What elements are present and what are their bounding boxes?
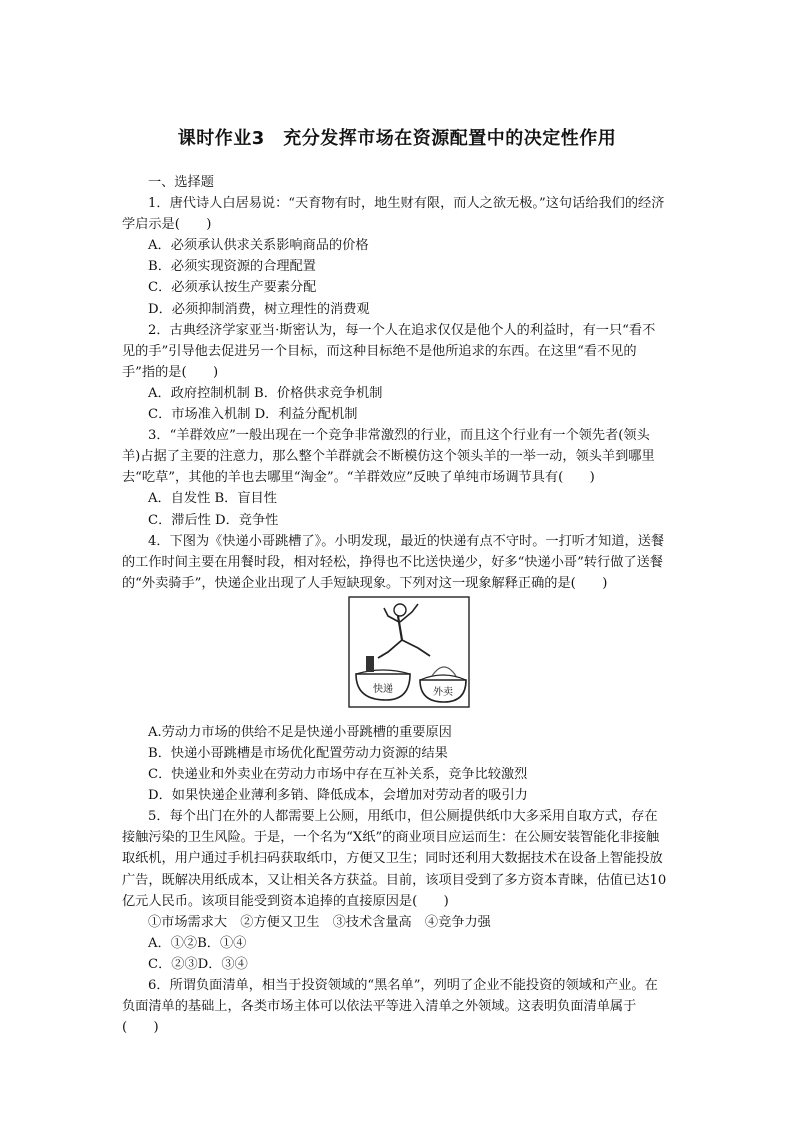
question-1-option-b: B．必须实现资源的合理配置 <box>148 259 316 275</box>
question-5-options-ab: A．①②B．①④ <box>148 935 247 951</box>
courier-head-shape <box>394 604 406 616</box>
question-1-option-a: A．必须承认供求关系影响商品的价格 <box>148 238 369 254</box>
question-content <box>122 172 668 1038</box>
courier-cartoon-illustration <box>348 596 470 708</box>
page-title: 课时作业3 充分发挥市场在资源配置中的决定性作用 <box>177 128 617 149</box>
question-3-stem: 3．“羊群效应”一般出现在一个竞争非常激烈的行业，而且这个行业有一个领先者(领头羊)占据了主要的注意力，那么整个羊群就会不断模仿这个领头羊的一举一动，领头羊到哪里去“吃草”，其他的羊也去哪里“淘金”。“羊群效应”反映了单纯市场调节具有( ) <box>122 428 655 486</box>
question-6-stem: 6．所谓负面清单，相当于投资领域的“黑名单”，列明了企业不能投资的领域和产业。在负面清单的基础上，各类市场主体可以依法平等进入清单之外领域。这表明负面清单属于( ) <box>122 978 658 1036</box>
parcel-icon <box>366 656 374 672</box>
question-1-option-d: D．必须抑制消费，树立理性的消费观 <box>148 301 370 317</box>
question-4-stem: 4．下图为《快递小哥跳槽了》。小明发现，最近的快递有点不守时。一打听才知道，送餐的工作时间主要在用餐时段，相对轻松，挣得也不比送快递少，好多“快递小哥”转行做了送餐的“外卖骑手”，快递企业出现了人手短缺现象。下列对这一现象解释正确的是( ) <box>122 533 665 591</box>
question-2-options-ab: A．政府控制机制 B．价格供求竞争机制 <box>148 385 383 401</box>
left-bowl-label: 快递 <box>373 683 393 695</box>
question-1-option-c: C．必须承认按生产要素分配 <box>148 280 317 296</box>
section-heading: 一、选择题 <box>148 175 214 190</box>
question-3-options-cd: C．滞后性 D．竞争性 <box>148 512 279 528</box>
right-bowl-label: 外卖 <box>433 686 453 698</box>
question-3-options-ab: A．自发性 B．盲目性 <box>148 491 277 507</box>
question-2-stem: 2．古典经济学家亚当·斯密认为，每一个人在追求仅仅是他个人的利益时，有一只“看不见的手”引导他去促进另一个目标，而这种目标绝不是他所追求的东西。在这里“看不见的手”指的是( ) <box>122 322 656 380</box>
question-4-option-b: B．快递小哥跳槽是市场优化配置劳动力资源的结果 <box>148 745 448 761</box>
cartoon-figure <box>122 596 668 718</box>
question-1-stem: 1．唐代诗人白居易说：“天育物有时，地生财有限，而人之欲无极。”这句话给我们的经济学启示是( ) <box>122 196 665 233</box>
question-5-stem: 5．每个出门在外的人都需要上公厕，用纸巾，但公厕提供纸巾大多采用自取方式，存在接触污染的卫生风险。于是，一个名为“X纸”的商业项目应运而生：在公厕安装智能化非接触取纸机，用户通过手机扫码获取纸巾，方便又卫生；同时还利用大数据技术在设备上智能投放广告，既解决用纸成本，又让相关各方获益。目前，该项目受到了多方资本青睐，估值已达10亿元人民币。该项目能受到资本追捧的直接原因是( ) <box>122 809 667 909</box>
question-4-option-d: D．如果快递企业薄利多销、降低成本，会增加对劳动者的吸引力 <box>148 788 528 804</box>
question-5-items: ①市场需求大 ②方便又卫生 ③技术含量高 ④竞争力强 <box>148 914 491 930</box>
question-2-options-cd: C．市场准入机制 D．利益分配机制 <box>148 407 358 423</box>
question-4-option-c: C．快递业和外卖业在劳动力市场中存在互补关系，竞争比较激烈 <box>148 767 528 783</box>
question-5-options-cd: C．②③D．③④ <box>148 956 248 972</box>
question-4-option-a: A.劳动力市场的供给不足是快递小哥跳槽的重要原因 <box>148 724 452 740</box>
